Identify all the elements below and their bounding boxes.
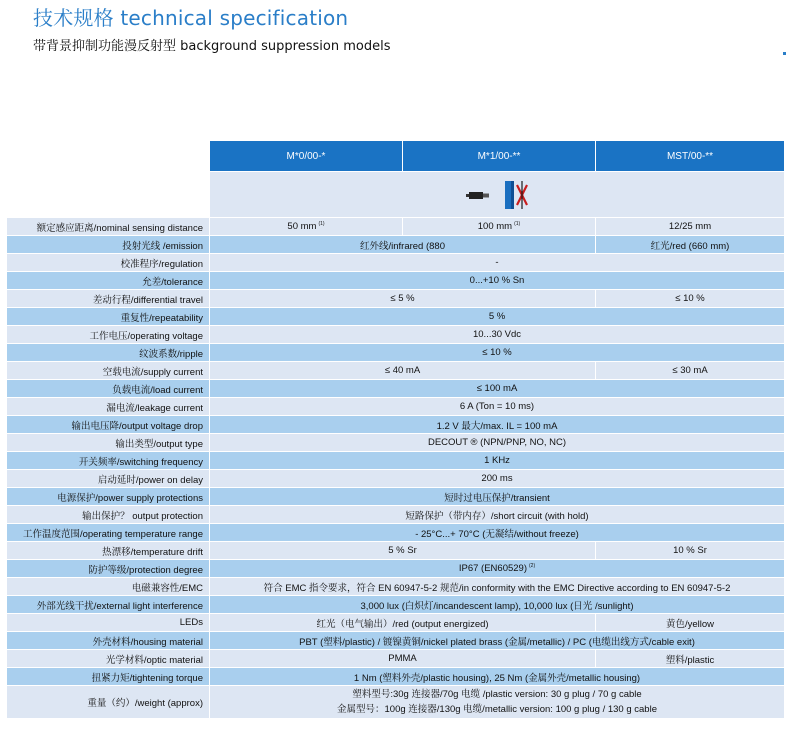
row-label: 扭紧力矩/tightening torque	[7, 668, 210, 686]
cell-value: 塑料/plastic	[596, 650, 785, 668]
table-row	[7, 470, 785, 488]
cell-value: 10 % Sr	[596, 542, 785, 560]
row-label: 输出保护？ output protection	[7, 506, 210, 524]
specification-table	[6, 140, 785, 719]
cell-value: 10...30 Vdc	[210, 326, 785, 344]
cell-value: 5 % Sr	[210, 542, 596, 560]
row-label: 差动行程/differential travel	[7, 290, 210, 308]
column-header: M*1/00-**	[403, 141, 596, 172]
cell-value: 红外线/infrared (880	[210, 236, 596, 254]
sensor-icon-cell	[210, 172, 785, 218]
cell-value: 短时过电压保护/transient	[210, 488, 785, 506]
cell-value: PBT (塑料/plastic) / 镀镍黄铜/nickel plated brass (金属/metallic) / PC (电缆出线方式/cable exit)	[210, 632, 785, 650]
cell-value	[210, 686, 785, 719]
table-row	[7, 290, 785, 308]
row-label: 热漂移/temperature drift	[7, 542, 210, 560]
accent-dot	[783, 52, 786, 55]
weight-line-metallic: 金属型号：100g 连接器/130g 电缆/metallic version: 100 g plug / 130 g cable	[337, 704, 657, 715]
table-row	[7, 272, 785, 290]
cell-value: ≤ 40 mA	[210, 362, 596, 380]
table-row	[7, 524, 785, 542]
row-label: 防护等级/protection degree	[7, 560, 210, 578]
table-row	[7, 650, 785, 668]
row-label: 光学材料/optic material	[7, 650, 210, 668]
row-label: 输出电压降/output voltage drop	[7, 416, 210, 434]
table-row	[7, 254, 785, 272]
row-label: 漏电流/leakage current	[7, 398, 210, 416]
cell-value: 200 ms	[210, 470, 785, 488]
cell-value: IP67 (EN60529) $^{(2)}$	[210, 560, 785, 578]
cell-value: 12/25 mm	[596, 218, 785, 236]
cell-value: 5 %	[210, 308, 785, 326]
row-label: 重量（约）/weight (approx)	[7, 686, 210, 719]
row-label: 输出类型/output type	[7, 434, 210, 452]
table-row	[7, 686, 785, 719]
cell-value: 红光/red (660 mm)	[596, 236, 785, 254]
cell-value: ≤ 10 %	[596, 290, 785, 308]
column-header: M*0/00-*	[210, 141, 403, 172]
table-row	[7, 326, 785, 344]
sensor-background-suppression-icon	[465, 179, 529, 211]
sensor-icon-row	[7, 172, 785, 218]
row-label: 校准程序/regulation	[7, 254, 210, 272]
table-row	[7, 218, 785, 236]
table-row	[7, 416, 785, 434]
cell-value: 0...+10 % Sn	[210, 272, 785, 290]
table-header-row	[7, 141, 785, 172]
row-label: LEDs	[7, 614, 210, 632]
row-label: 开关频率/switching frequency	[7, 452, 210, 470]
cell-value: 红光（电气输出）/red (output energized)	[210, 614, 596, 632]
row-label: 工作电压/operating voltage	[7, 326, 210, 344]
row-label: 负载电流/load current	[7, 380, 210, 398]
table-row	[7, 308, 785, 326]
row-label: 启动延时/power on delay	[7, 470, 210, 488]
cell-value: 1.2 V 最大/max. IL = 100 mA	[210, 416, 785, 434]
table-row	[7, 362, 785, 380]
row-label: 电磁兼容性/EMC	[7, 578, 210, 596]
row-label: 外壳材料/housing material	[7, 632, 210, 650]
cell-value: 短路保护（带内存）/short circuit (with hold)	[210, 506, 785, 524]
table-row	[7, 542, 785, 560]
table-row	[7, 668, 785, 686]
cell-value: - 25°C...+ 70°C (无凝结/without freeze)	[210, 524, 785, 542]
table-row	[7, 506, 785, 524]
row-label: 重复性/repeatability	[7, 308, 210, 326]
table-row	[7, 434, 785, 452]
row-label: 投射光线 /emission	[7, 236, 210, 254]
table-row	[7, 380, 785, 398]
page-title: 技术规格 technical specification	[33, 6, 349, 30]
table-row	[7, 578, 785, 596]
cell-value: 符合 EMC 指令要求，符合 EN 60947-5-2 规范/in conformity with the EMC Directive according to EN 60947-5-2	[210, 578, 785, 596]
cell-value: ≤ 10 %	[210, 344, 785, 362]
cell-value: 黄色/yellow	[596, 614, 785, 632]
cell-value: DECOUT ® (NPN/PNP, NO, NC)	[210, 434, 785, 452]
row-label: 电源保护/power supply protections	[7, 488, 210, 506]
row-label: 工作温度范围/operating temperature range	[7, 524, 210, 542]
table-row	[7, 398, 785, 416]
weight-line-plastic: 塑料型号:30g 连接器/70g 电缆 /plastic version: 30 g plug / 70 g cable	[352, 689, 642, 700]
cell-value: 100 mm $^{(1)}$	[403, 218, 596, 236]
table-row	[7, 452, 785, 470]
table-row	[7, 596, 785, 614]
table-row	[7, 614, 785, 632]
row-label: 额定感应距离/nominal sensing distance	[7, 218, 210, 236]
header-blank-cell	[7, 141, 210, 172]
table-row	[7, 560, 785, 578]
cell-value: PMMA	[210, 650, 596, 668]
column-header: MST/00-**	[596, 141, 785, 172]
cell-value: ≤ 5 %	[210, 290, 596, 308]
cell-value: 1 KHz	[210, 452, 785, 470]
cell-value: ≤ 30 mA	[596, 362, 785, 380]
cell-value: 1 Nm (塑料外壳/plastic housing), 25 Nm (金属外壳/metallic housing)	[210, 668, 785, 686]
row-label: 允差/tolerance	[7, 272, 210, 290]
table-row	[7, 488, 785, 506]
table-row	[7, 236, 785, 254]
cell-value: -	[210, 254, 785, 272]
row-label: 空载电流/supply current	[7, 362, 210, 380]
table-row	[7, 344, 785, 362]
cell-value: 50 mm $^{(1)}$	[210, 218, 403, 236]
table-row	[7, 632, 785, 650]
page-subtitle: 带背景抑制功能漫反射型 background suppression models	[33, 39, 391, 54]
cell-value: 6 A (Ton = 10 ms)	[210, 398, 785, 416]
cell-value: ≤ 100 mA	[210, 380, 785, 398]
row-label: 纹波系数/ripple	[7, 344, 210, 362]
cell-value: 3,000 lux (白炽灯/incandescent lamp), 10,000 lux (日光 /sunlight)	[210, 596, 785, 614]
row-label: 外部光线干扰/external light interference	[7, 596, 210, 614]
